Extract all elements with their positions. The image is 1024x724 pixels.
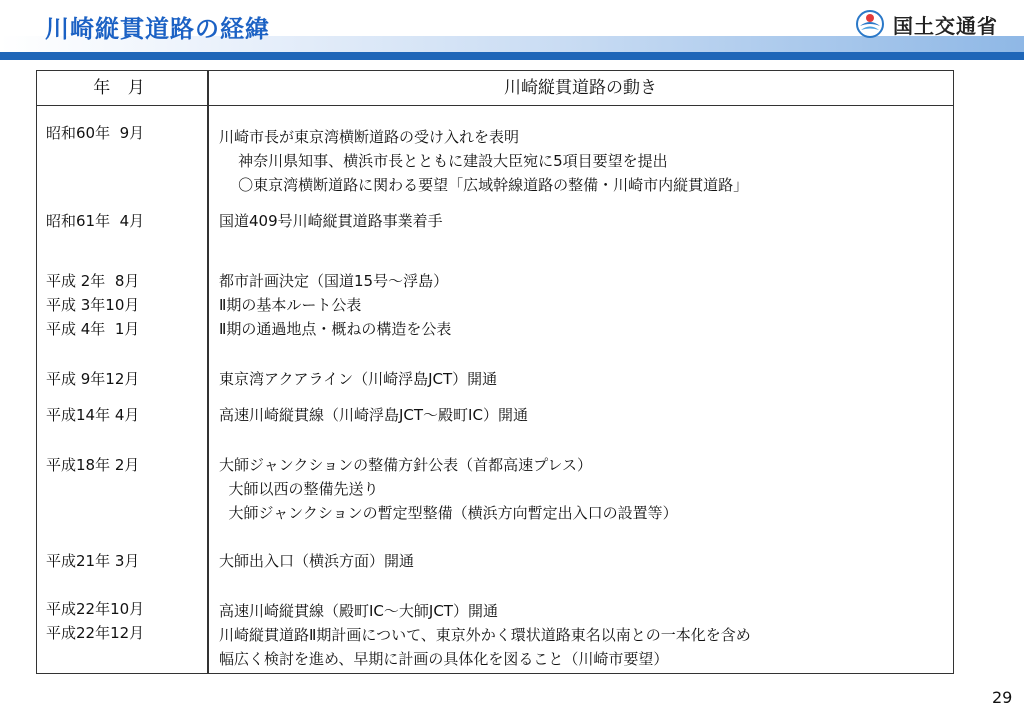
mlit-emblem-icon [855, 9, 885, 39]
date-cell: 平成 9年12月 [46, 370, 140, 388]
header-rule [0, 52, 1024, 60]
event-cell: 高速川崎縦貫線（殿町IC～大師JCT）開通 川崎縦貫道路Ⅱ期計画について、東京外かく環状道路東名以南との一本化を含め 幅広く検討を進め、早期に計画の具体化を図ること（川崎市要望） [219, 602, 751, 668]
column-divider [207, 71, 209, 673]
event-cell: 川崎市長が東京湾横断道路の受け入れを表明 神奈川県知事、横浜市長とともに建設大臣宛に5項目要望を提出 〇東京湾横断道路に関わる要望「広域幹線道路の整備・川崎市内縦貫道路」 [219, 128, 749, 194]
history-table [36, 70, 954, 674]
column-header-date: 年 月 [93, 78, 151, 98]
table-header [37, 71, 953, 106]
event-cell: 大師ジャンクションの整備方針公表（首都高速プレス） 大師以西の整備先送り 大師ジャンクションの暫定型整備（横浜方向暫定出入口の設置等） [219, 456, 678, 522]
event-cell: 高速川崎縦貫線（川崎浮島JCT～殿町IC）開通 [219, 406, 528, 424]
date-cell: 平成14年 4月 [46, 406, 140, 424]
date-cell: 昭和60年 9月 [46, 124, 145, 142]
logo-text: 国土交通省 [893, 13, 998, 38]
mlit-logo [855, 8, 998, 40]
slide-header [0, 0, 1024, 62]
date-cell: 昭和61年 4月 [46, 212, 145, 230]
event-cell: 東京湾アクアライン（川崎浮島JCT）開通 [219, 370, 498, 388]
date-cell: 平成22年10月 平成22年12月 [46, 600, 145, 642]
date-cell: 平成 2年 8月 平成 3年10月 平成 4年 1月 [46, 272, 140, 338]
column-header-event: 川崎縦貫道路の動き [504, 78, 657, 98]
date-cell: 平成21年 3月 [46, 552, 140, 570]
date-cell: 平成18年 2月 [46, 456, 140, 474]
slide-title: 川崎縦貫道路の経緯 [45, 15, 270, 43]
event-cell: 都市計画決定（国道15号～浮島） Ⅱ期の基本ルート公表 Ⅱ期の通過地点・概ねの構造を公表 [219, 272, 452, 338]
event-cell: 大師出入口（横浜方面）開通 [219, 552, 415, 570]
page-number: 29 [992, 688, 1013, 707]
event-cell: 国道409号川崎縦貫道路事業着手 [219, 212, 443, 230]
